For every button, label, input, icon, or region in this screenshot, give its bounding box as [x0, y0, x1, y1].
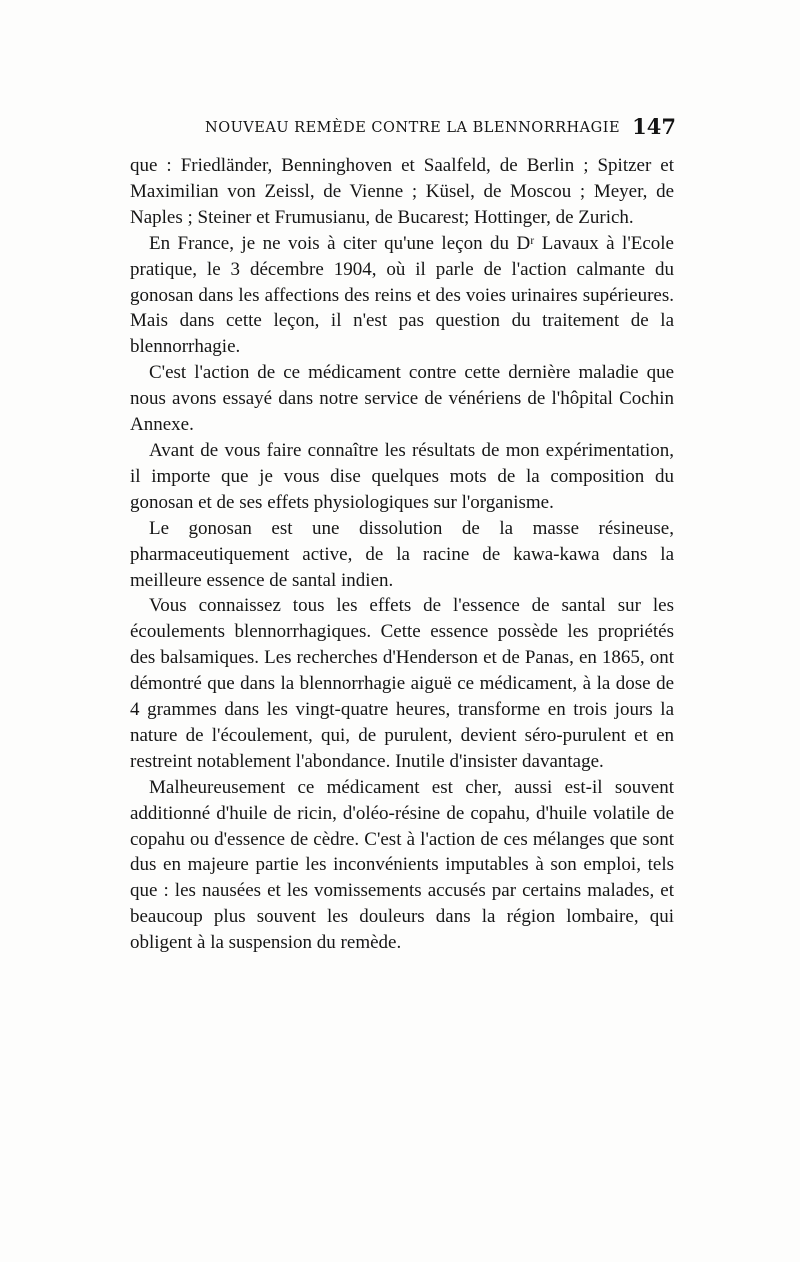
page-number: 147: [632, 114, 676, 139]
paragraph: Avant de vous faire connaître les résultats de mon expérimentation, il importe que je vous dise quelques mots de la composition du gonosan et de ses effets physiologiques sur l'organisme.: [130, 439, 674, 513]
running-title: NOUVEAU REMÈDE CONTRE LA BLENNORRHAGIE: [205, 120, 621, 136]
paragraph: C'est l'action de ce médicament contre cette dernière maladie que nous avons essayé dans notre service de vénériens de l'hôpital Cochin Annexe.: [130, 362, 674, 436]
body-text: [130, 153, 674, 956]
paragraph: Le gonosan est une dissolution de la masse résineuse, pharmaceutiquement active, de la racine de kawa-kawa dans la meilleure essence de santal indien.: [130, 517, 674, 591]
paragraph: Vous connaissez tous les effets de l'essence de santal sur les écoulements blennorrhagiques. Cette essence possède les propriétés des balsamiques. Les recherches d'Henderson et de Panas, en 1865, ont démontré que dans la blennorrhagie aiguë ce médicament, à la dose de 4 grammes dans les vingt-quatre heures, transforme en trois jours la nature de l'écoulement, qui, de purulent, devient séro-purulent et en restreint notablement l'abondance. Inutile d'insister davantage.: [130, 595, 674, 772]
paragraph-continued: que : Friedländer, Benninghoven et Saalfeld, de Berlin ; Spitzer et Maximilian von Zeissl, de Vienne ; Küsel, de Moscou ; Meyer, de Naples ; Steiner et Frumusianu, de Bucarest; Hottinger, de Zurich.: [130, 155, 674, 228]
paragraph: Malheureusement ce médicament est cher, aussi est-il souvent additionné d'huile de ricin, d'oléo-résine de copahu, d'huile volatile de copahu ou d'essence de cèdre. C'est à l'action de ces mélanges que sont dus en majeure partie les inconvénients imputables à son emploi, tels que : les nausées et les vomissements accusés par certains malades, et beaucoup plus souvent les douleurs dans la région lombaire, qui obligent à la suspension du remède.: [130, 776, 674, 954]
paragraph: En France, je ne vois à citer qu'une leçon du Dʳ Lavaux à l'Ecole pratique, le 3 décembre 1904, où il parle de l'action calmante du gonosan dans les affections des reins et des voies urinaires supérieures. Mais dans cette leçon, il n'est pas question du traitement de la blennorrhagie.: [130, 232, 674, 358]
running-head: [128, 114, 676, 142]
